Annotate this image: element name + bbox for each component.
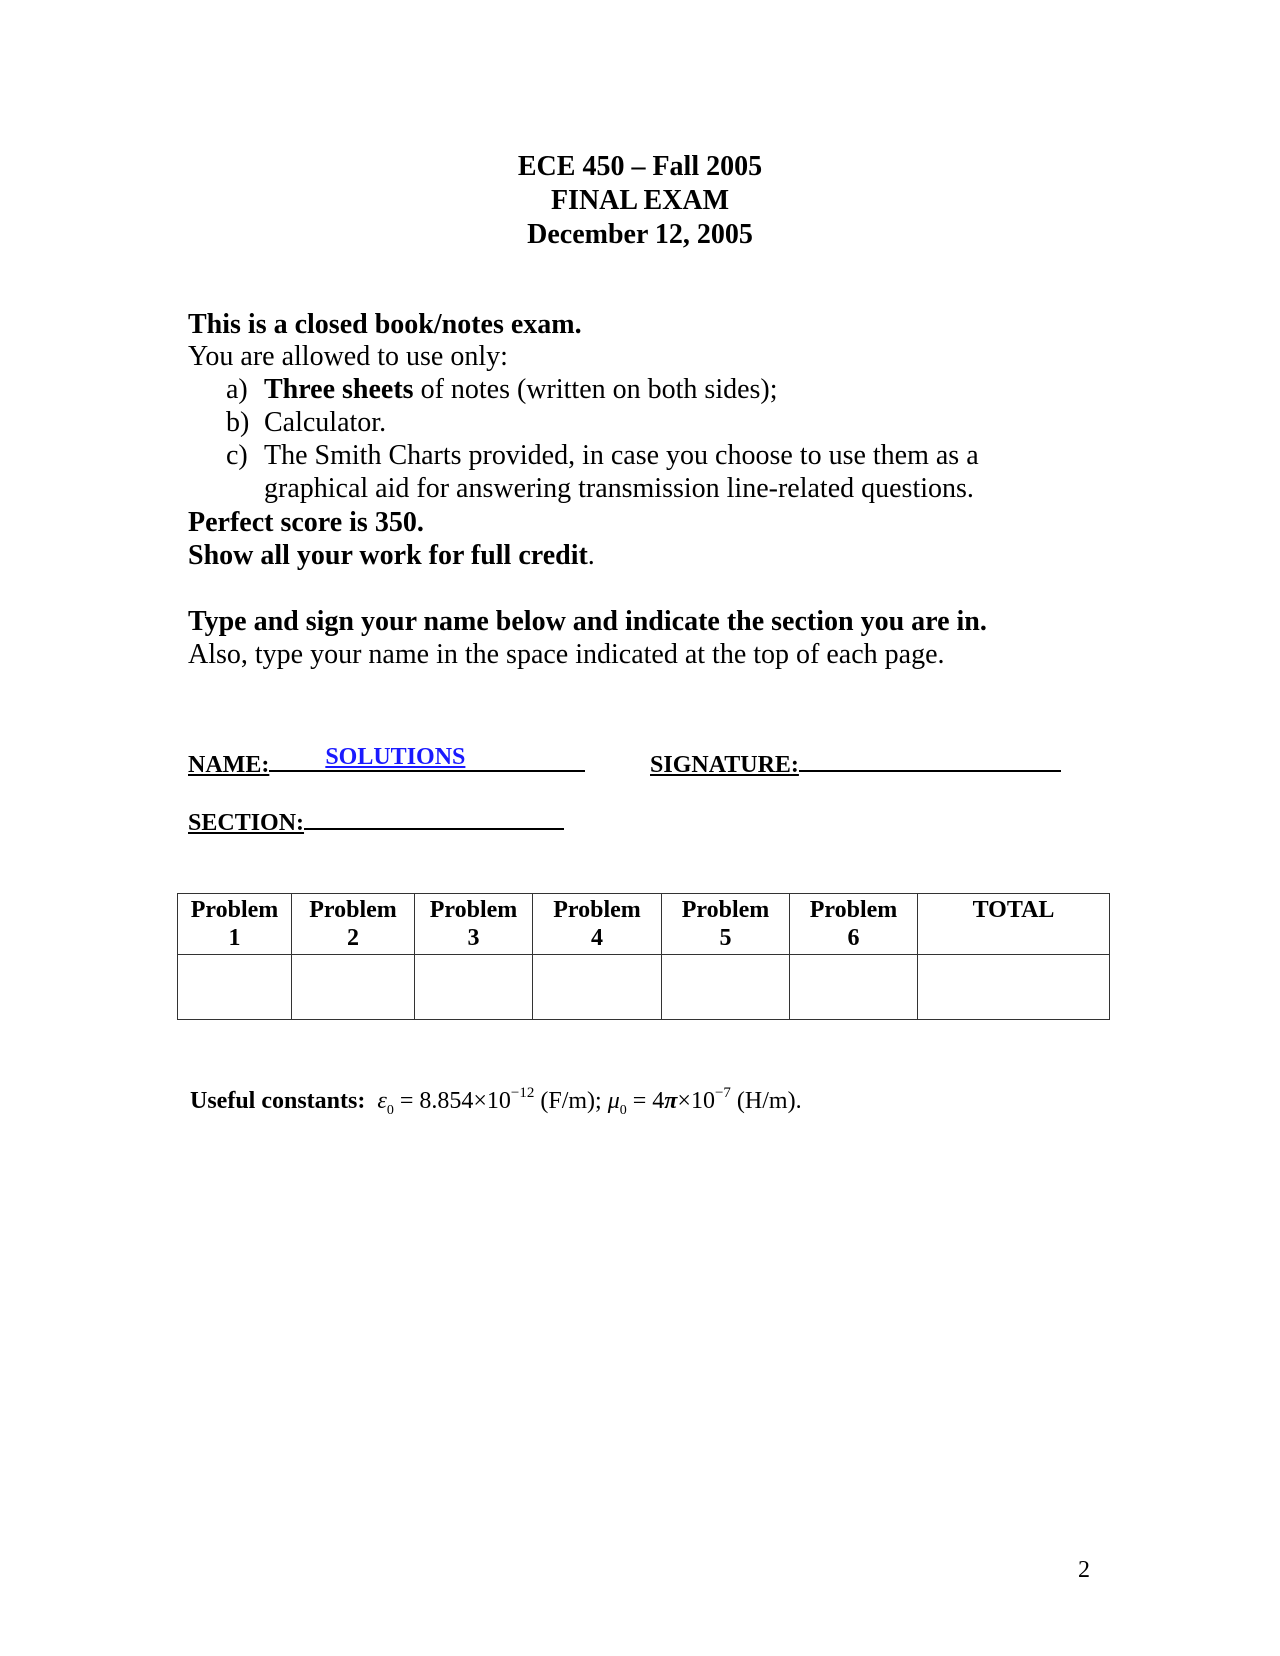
signature-field [650, 746, 1061, 780]
mu-value: = 4 [626, 1088, 665, 1114]
score-cell-total[interactable] [918, 955, 1110, 1020]
header-problem-6: Problem 6 [790, 894, 918, 955]
epsilon-value: = 8.854×10 [393, 1088, 511, 1114]
item-marker: c) [226, 440, 248, 471]
epsilon-exponent: −12 [510, 1085, 535, 1101]
header-total: TOTAL [918, 894, 1110, 955]
score-table-score-row [178, 955, 1110, 1020]
name-label: NAME: [188, 752, 270, 778]
item-marker: a) [226, 374, 248, 405]
score-table-header-row [178, 894, 1110, 955]
epsilon-unit: (F/m); [534, 1088, 608, 1114]
section-underline[interactable] [304, 804, 564, 830]
allowed-item-c [226, 439, 979, 473]
section-label: SECTION: [188, 810, 305, 836]
score-cell-problem-2[interactable] [292, 955, 415, 1020]
item-bold-text: Three sheets [264, 374, 414, 405]
signature-underline[interactable] [799, 746, 1061, 772]
score-cell-problem-5[interactable] [662, 955, 790, 1020]
pi-symbol: π [664, 1088, 678, 1114]
mu-exponent: −7 [714, 1085, 731, 1101]
perfect-score: Perfect score is 350. [188, 507, 424, 538]
show-work-text: Show all your work for full credit [188, 540, 588, 571]
header-problem-3: Problem 3 [415, 894, 533, 955]
allowed-intro: You are allowed to use only: [188, 341, 508, 372]
name-underline[interactable] [269, 746, 585, 772]
exam-date: December 12, 2005 [527, 219, 753, 250]
allowed-item-c-continuation: graphical aid for answering transmission line-related questions. [264, 473, 974, 504]
score-cell-problem-4[interactable] [533, 955, 662, 1020]
epsilon-subscript: 0 [386, 1103, 394, 1118]
mu-unit: (H/m). [730, 1088, 802, 1114]
score-cell-problem-6[interactable] [790, 955, 918, 1020]
item-text: of notes (written on both sides); [413, 374, 778, 405]
useful-constants [190, 1078, 802, 1126]
header-problem-4: Problem 4 [533, 894, 662, 955]
show-work-line [188, 539, 595, 573]
section-field [188, 804, 564, 838]
item-text: The Smith Charts provided, in case you choose to use them as a [264, 440, 979, 471]
show-work-period: . [587, 540, 595, 571]
header-problem-5: Problem 5 [662, 894, 790, 955]
closed-book-notice: This is a closed book/notes exam. [188, 309, 582, 340]
signature-label: SIGNATURE: [650, 752, 799, 778]
name-value: SOLUTIONS [325, 744, 466, 770]
item-text: Calculator. [264, 407, 387, 438]
mu-subscript: 0 [619, 1103, 627, 1118]
header-problem-2: Problem 2 [292, 894, 415, 955]
page-number: 2 [1078, 1557, 1090, 1583]
name-field [188, 746, 585, 780]
item-marker: b) [226, 407, 250, 438]
header-problem-1: Problem 1 [178, 894, 292, 955]
course-title: ECE 450 – Fall 2005 [517, 151, 763, 182]
mu-symbol: μ [607, 1088, 620, 1114]
allowed-item-a [226, 373, 778, 407]
score-cell-problem-1[interactable] [178, 955, 292, 1020]
type-name-instruction: Also, type your name in the space indicated at the top of each page. [188, 639, 945, 670]
score-cell-problem-3[interactable] [415, 955, 533, 1020]
score-table [177, 893, 1110, 1020]
epsilon-symbol: ε [377, 1088, 387, 1114]
type-sign-instruction: Type and sign your name below and indicate the section you are in. [188, 606, 987, 637]
allowed-item-b [226, 406, 386, 440]
constants-label: Useful constants: [190, 1088, 366, 1114]
exam-title-block [0, 150, 1280, 252]
exam-name: FINAL EXAM [550, 185, 730, 216]
mu-times: ×10 [677, 1088, 715, 1114]
